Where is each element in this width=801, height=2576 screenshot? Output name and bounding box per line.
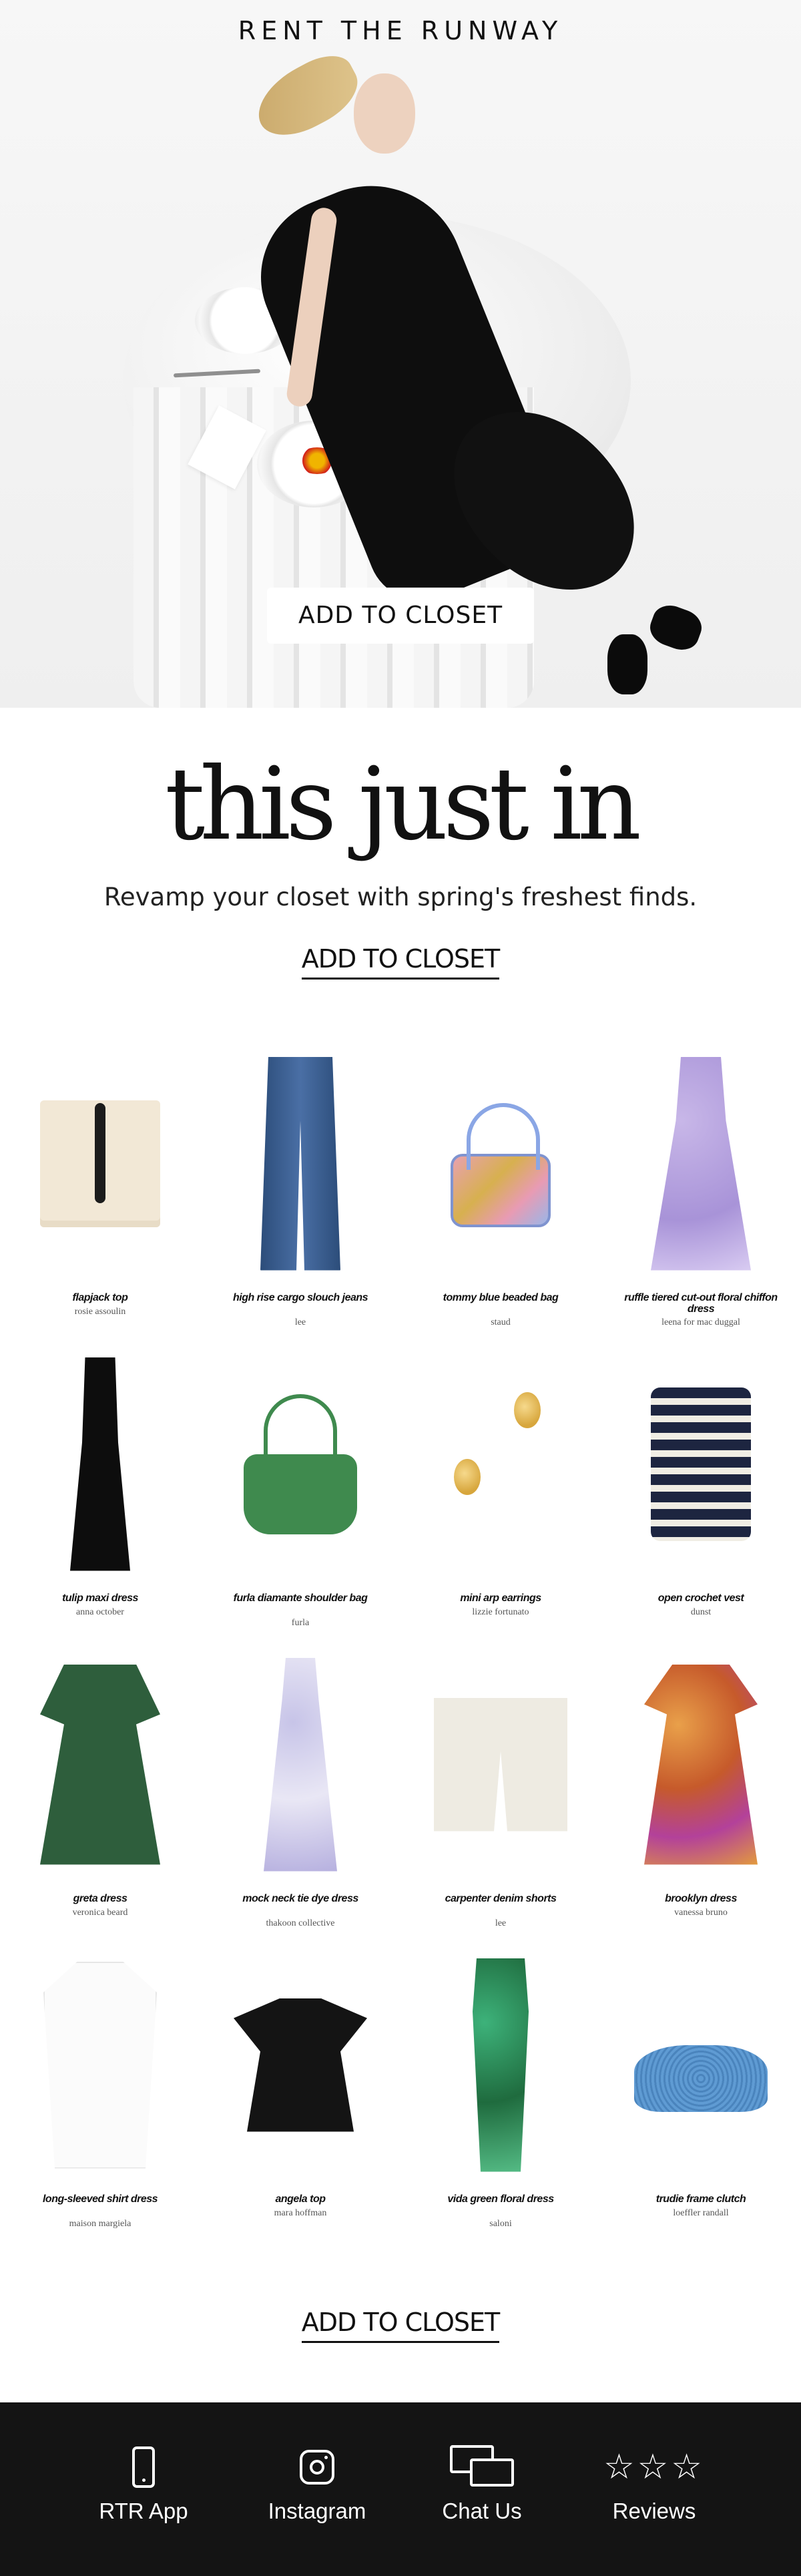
black-top-icon — [234, 1998, 367, 2132]
product-brand: furla — [291, 1618, 310, 1628]
jeans-icon — [260, 1057, 340, 1271]
product-brand: rosie assoulin — [74, 1307, 126, 1317]
product-image-jeans[interactable] — [234, 1045, 367, 1282]
product-name[interactable]: high rise cargo slouch jeans — [232, 1292, 368, 1303]
instagram-icon — [300, 2450, 334, 2485]
product-card[interactable] — [200, 1045, 400, 1345]
hero-model-shoe — [645, 600, 706, 655]
add-to-closet-link[interactable] — [0, 944, 801, 974]
product-image-dress[interactable] — [33, 1345, 167, 1582]
product-image-bag[interactable] — [434, 1045, 567, 1282]
bottom-add-to-closet-link[interactable] — [0, 2308, 801, 2337]
product-brand: anna october — [76, 1607, 124, 1617]
product-name[interactable]: ruffle tiered cut-out floral chiffon dress — [624, 1292, 778, 1315]
product-image-vest[interactable] — [634, 1345, 768, 1582]
footer-instagram-label: Instagram — [268, 2499, 366, 2523]
product-image-top[interactable] — [33, 1045, 167, 1282]
product-image-earrings[interactable] — [434, 1345, 567, 1582]
product-brand: saloni — [489, 2219, 512, 2229]
tie-dye-dress-icon — [264, 1658, 337, 1872]
product-card[interactable] — [0, 1946, 200, 2247]
product-name[interactable]: mock neck tie dye dress — [242, 1893, 358, 1904]
shirt-dress-icon — [43, 1962, 157, 2169]
product-brand: loeffler randall — [673, 2208, 729, 2218]
stars-icon: ☆☆☆ — [603, 2447, 705, 2487]
product-image-dress[interactable] — [434, 1946, 567, 2183]
black-dress-icon — [70, 1357, 130, 1571]
product-card[interactable] — [601, 1946, 801, 2247]
beaded-bag-icon — [451, 1154, 551, 1227]
product-card[interactable] — [601, 1045, 801, 1345]
product-card[interactable] — [200, 1646, 400, 1946]
product-name[interactable]: trudie frame clutch — [655, 2193, 746, 2205]
product-name[interactable]: open crochet vest — [657, 1592, 744, 1604]
product-card[interactable] — [0, 1045, 200, 1345]
brand-logo[interactable]: RENT THE RUNWAY — [238, 16, 563, 45]
product-name[interactable]: brooklyn dress — [665, 1893, 737, 1904]
product-name[interactable]: flapjack top — [72, 1292, 128, 1303]
product-brand: mara hoffman — [274, 2208, 327, 2218]
product-brand: lizzie fortunato — [472, 1607, 529, 1617]
page-subtitle: Revamp your closet with spring's freshest finds. — [103, 883, 698, 911]
product-card[interactable] — [400, 1045, 601, 1345]
product-image-dress[interactable] — [634, 1045, 768, 1282]
product-name[interactable]: long-sleeved shirt dress — [42, 2193, 158, 2205]
product-card[interactable] — [400, 1946, 601, 2247]
product-brand: dunst — [690, 1607, 712, 1617]
footer-chat-label: Chat Us — [442, 2499, 522, 2523]
product-brand: leena for mac duggal — [661, 1317, 740, 1327]
lilac-dress-icon — [651, 1057, 751, 1271]
product-card[interactable] — [601, 1345, 801, 1646]
product-name[interactable]: angela top — [275, 2193, 326, 2205]
product-brand: thakoon collective — [266, 1918, 335, 1928]
green-bag-icon — [244, 1454, 357, 1534]
product-name[interactable]: carpenter denim shorts — [445, 1893, 557, 1904]
cream-top-icon — [40, 1100, 160, 1227]
add-to-closet-link-label[interactable]: ADD TO CLOSET — [302, 944, 499, 980]
phone-icon — [132, 2446, 155, 2488]
footer-reviews-label: Reviews — [612, 2499, 696, 2523]
footer-app-label: RTR App — [99, 2499, 188, 2523]
hero-model-shoe — [607, 634, 647, 694]
product-image-shorts[interactable] — [434, 1646, 567, 1883]
clutch-icon — [634, 2045, 768, 2112]
footer-reviews-link[interactable] — [567, 2442, 741, 2549]
green-dress-icon — [40, 1665, 160, 1865]
hero-model-hair — [246, 45, 368, 149]
vest-icon — [651, 1387, 751, 1541]
product-name[interactable]: tommy blue beaded bag — [443, 1292, 559, 1303]
product-image-bag[interactable] — [234, 1345, 367, 1582]
earring-icon — [514, 1392, 541, 1428]
footer — [0, 2402, 801, 2576]
product-brand: vanessa bruno — [674, 1908, 728, 1918]
product-image-dress[interactable] — [634, 1646, 768, 1883]
product-image-dress[interactable] — [33, 1646, 167, 1883]
product-brand: maison margiela — [69, 2219, 131, 2229]
product-card[interactable] — [400, 1646, 601, 1946]
shorts-icon — [434, 1698, 567, 1832]
product-image-top[interactable] — [234, 1946, 367, 2183]
product-card[interactable] — [200, 1946, 400, 2247]
hero-add-to-closet-button[interactable]: ADD TO CLOSET — [267, 588, 534, 644]
floral-dress-icon — [644, 1665, 758, 1865]
product-brand: lee — [294, 1317, 306, 1327]
product-name[interactable]: mini arp earrings — [460, 1592, 541, 1604]
page-title: this just in — [164, 746, 637, 863]
product-card[interactable] — [601, 1646, 801, 1946]
chat-icon — [450, 2445, 514, 2489]
product-card[interactable] — [200, 1345, 400, 1646]
product-brand: staud — [491, 1317, 511, 1327]
product-name[interactable]: tulip maxi dress — [62, 1592, 138, 1604]
green-floral-dress-icon — [461, 1958, 541, 2172]
product-brand: veronica beard — [72, 1908, 128, 1918]
product-card[interactable] — [0, 1646, 200, 1946]
product-card[interactable] — [0, 1345, 200, 1646]
product-image-dress[interactable] — [234, 1646, 367, 1883]
footer-chat-link[interactable] — [395, 2442, 569, 2549]
product-name[interactable]: vida green floral dress — [447, 2193, 554, 2205]
product-image-clutch[interactable] — [634, 1946, 768, 2183]
product-image-dress[interactable] — [33, 1946, 167, 2183]
footer-app-link[interactable] — [57, 2442, 230, 2549]
product-card[interactable] — [400, 1345, 601, 1646]
footer-instagram-link[interactable] — [230, 2442, 404, 2549]
bottom-add-to-closet-label[interactable]: ADD TO CLOSET — [302, 2308, 499, 2343]
earring-icon — [454, 1459, 481, 1495]
hero-banner — [0, 0, 801, 708]
product-name[interactable]: greta dress — [73, 1893, 127, 1904]
hero-model-head — [354, 73, 415, 154]
product-brand: lee — [495, 1918, 507, 1928]
product-name[interactable]: furla diamante shoulder bag — [233, 1592, 368, 1604]
